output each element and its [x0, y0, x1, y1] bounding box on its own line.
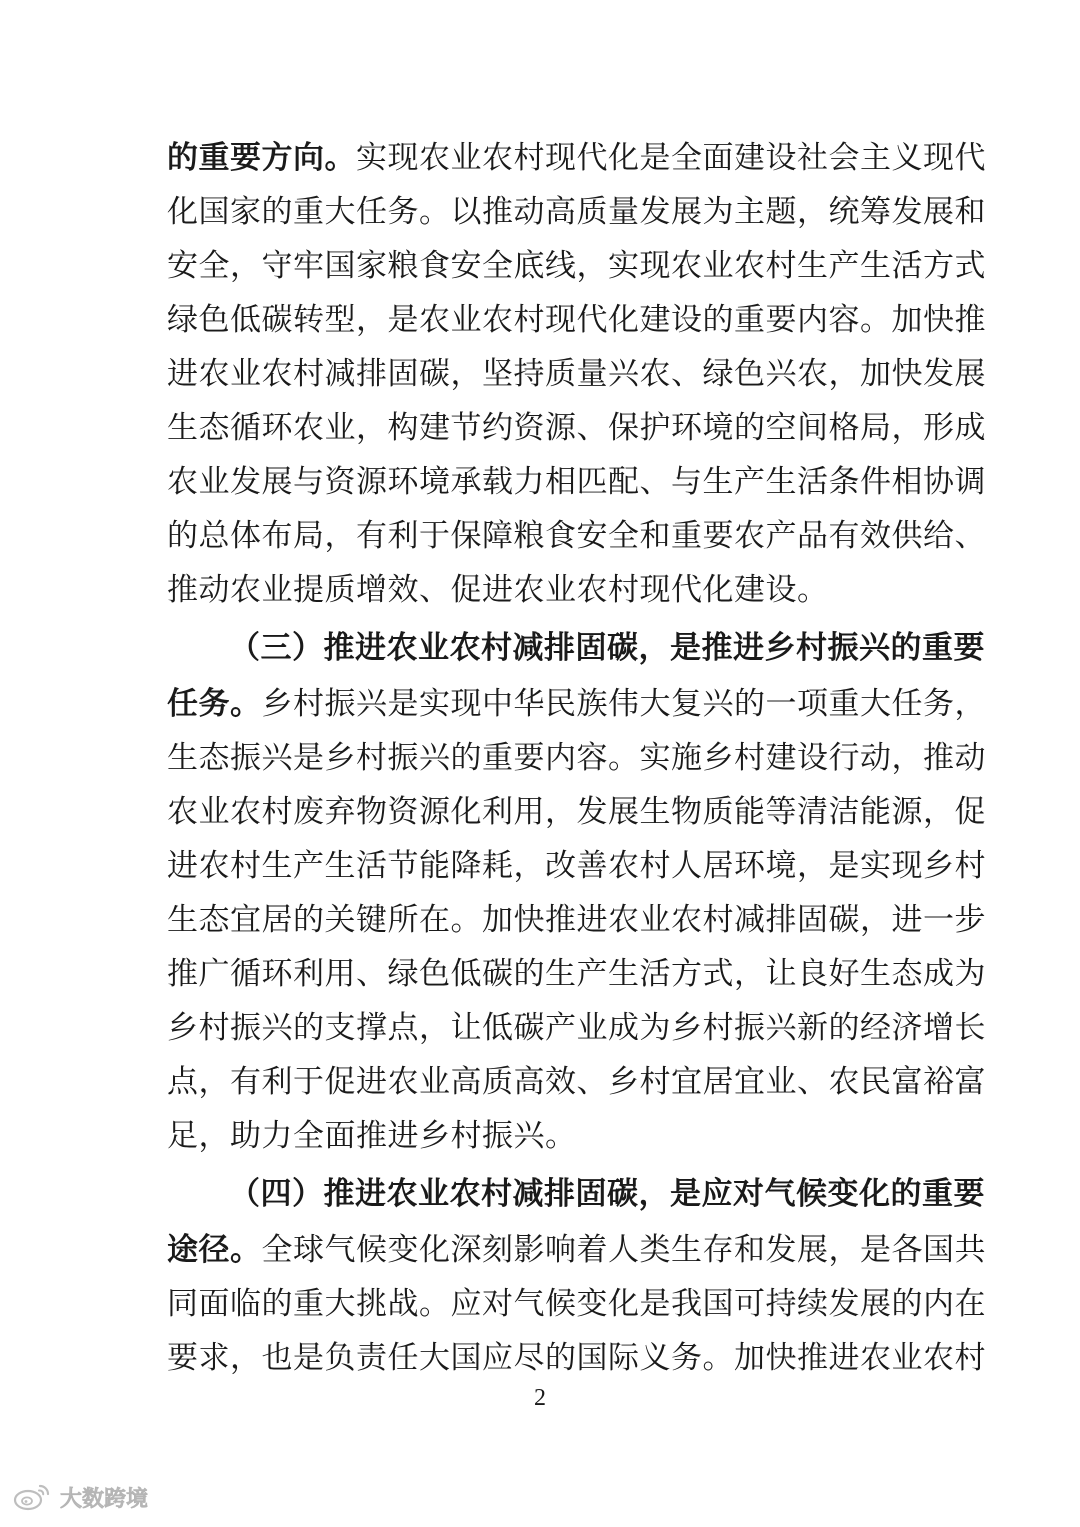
- line-text: 绿色低碳转型，是农业农村现代化建设的重要内容。加快推: [167, 302, 986, 338]
- text-line: [167, 954, 986, 994]
- text-line: [167, 516, 986, 556]
- text-line: [167, 570, 829, 610]
- weibo-logo-icon: [12, 1482, 52, 1512]
- line-text: 农业农村废弃物资源化利用，发展生物质能等清洁能源，促: [167, 794, 986, 830]
- text-line: [167, 408, 986, 448]
- line-text: 生态振兴是乡村振兴的重要内容。实施乡村建设行动，推动: [167, 740, 986, 776]
- bold-heading-tail: 的重要方向。: [167, 140, 356, 176]
- line-text: 安全，守牢国家粮食安全底线，实现农业农村生产生活方式: [167, 248, 986, 284]
- line-text: 点，有利于促进农业高质高效、乡村宜居宜业、农民富裕富: [167, 1064, 986, 1100]
- line-text: 全球气候变化深刻影响着人类生存和发展，是各国共: [261, 1232, 986, 1268]
- text-line: [167, 192, 986, 232]
- text-line: [167, 1062, 986, 1102]
- watermark-text: 大数跨境: [60, 1486, 149, 1512]
- line-text: 进农村生产生活节能降耗，改善农村人居环境，是实现乡村: [167, 848, 986, 884]
- section-heading: [229, 628, 985, 668]
- line-text: 推动农业提质增效、促进农业农村现代化建设。: [167, 572, 829, 608]
- line-text: 足，助力全面推进乡村振兴。: [167, 1118, 577, 1154]
- text-line: [167, 138, 986, 178]
- line-text: 的总体布局，有利于保障粮食安全和重要农产品有效供给、: [167, 518, 986, 554]
- text-line: [167, 1338, 986, 1378]
- page-number: 2: [534, 1385, 546, 1411]
- text-line: [167, 684, 986, 724]
- line-text: 推广循环利用、绿色低碳的生产生活方式，让良好生态成为: [167, 956, 986, 992]
- text-line: [167, 900, 986, 940]
- text-line: [167, 300, 986, 340]
- text-line: [167, 246, 986, 286]
- watermark: [12, 1480, 148, 1514]
- line-text: 要求，也是负责任大国应尽的国际义务。加快推进农业农村: [167, 1340, 986, 1376]
- line-text: 同面临的重大挑战。应对气候变化是我国可持续发展的内在: [167, 1286, 986, 1322]
- text-line: [167, 1008, 986, 1048]
- line-text: 生态循环农业，构建节约资源、保护环境的空间格局，形成: [167, 410, 986, 446]
- text-line: [167, 1116, 577, 1156]
- line-text: 乡村振兴是实现中华民族伟大复兴的一项重大任务，: [261, 686, 986, 722]
- section-heading-text: （四）推进农业农村减排固碳，是应对气候变化的重要: [229, 1176, 985, 1212]
- line-text: 实现农业农村现代化是全面建设社会主义现代: [356, 140, 986, 176]
- text-line: [167, 1230, 986, 1270]
- line-text: 乡村振兴的支撑点，让低碳产业成为乡村振兴新的经济增长: [167, 1010, 986, 1046]
- line-text: 进农业农村减排固碳，坚持质量兴农、绿色兴农，加快发展: [167, 356, 986, 392]
- section-heading: [229, 1174, 985, 1214]
- text-line: [167, 792, 986, 832]
- section-heading-text: （三）推进农业农村减排固碳，是推进乡村振兴的重要: [229, 630, 985, 666]
- text-line: [167, 1284, 986, 1324]
- text-line: [167, 462, 986, 502]
- text-line: [167, 846, 986, 886]
- text-line: [167, 354, 986, 394]
- line-text: 农业发展与资源环境承载力相匹配、与生产生活条件相协调: [167, 464, 986, 500]
- bold-heading-tail: 任务。: [167, 686, 262, 722]
- text-line: [167, 738, 986, 778]
- line-text: 化国家的重大任务。以推动高质量发展为主题，统筹发展和: [167, 194, 986, 230]
- line-text: 生态宜居的关键所在。加快推进农业农村减排固碳，进一步: [167, 902, 986, 938]
- bold-heading-tail: 途径。: [167, 1232, 262, 1268]
